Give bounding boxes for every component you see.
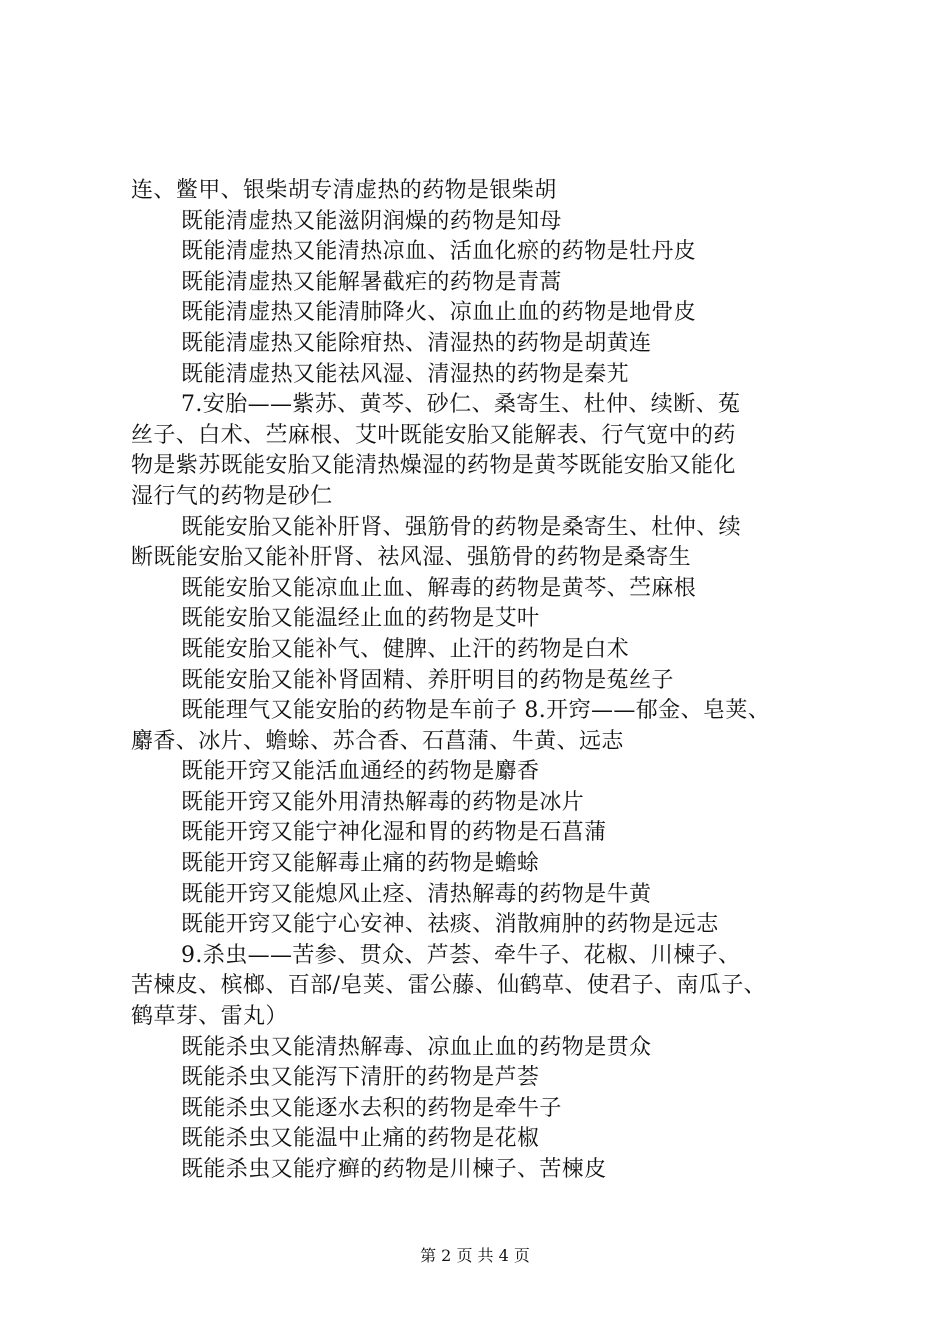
text-line: 既能杀虫又能清热解毒、凉血止血的药物是贯众 [181, 1034, 652, 1060]
text-line: 既能开窍又能解毒止痛的药物是蟾蜍 [181, 851, 540, 877]
text-line: 既能开窍又能宁心安神、祛痰、消散痈肿的药物是远志 [181, 912, 719, 938]
text-line: 既能开窍又能外用清热解毒的药物是冰片 [181, 789, 585, 815]
text-line: 既能安胎又能补肾固精、养肝明目的药物是菟丝子 [181, 667, 674, 693]
text-line: 既能杀虫又能疗癣的药物是川楝子、苦楝皮 [181, 1157, 607, 1182]
text-line: 7.安胎——紫苏、黄芩、砂仁、桑寄生、杜仲、续断、菟 [181, 392, 741, 418]
text-line: 断既能安胎又能补肝肾、祛风湿、强筋骨的药物是桑寄生 [131, 545, 692, 571]
text-line: 既能清虚热又能滋阴润燥的药物是知母 [181, 208, 562, 234]
text-line: 既能开窍又能活血通经的药物是麝香 [181, 759, 540, 785]
text-line: 既能安胎又能补肝肾、强筋骨的药物是桑寄生、杜仲、续 [181, 514, 742, 540]
text-line: 既能清虚热又能解暑截疟的药物是青蒿 [181, 269, 562, 295]
text-line: 9.杀虫——苦参、贯众、芦荟、牵牛子、花椒、川楝子、 [181, 942, 741, 968]
document-body [131, 176, 851, 1186]
text-line: 既能清虚热又能清热凉血、活血化瘀的药物是牡丹皮 [181, 239, 697, 265]
text-line: 丝子、白术、苎麻根、艾叶既能安胎又能解表、行气宽中的药 [131, 422, 736, 448]
text-line: 既能安胎又能凉血止血、解毒的药物是黄芩、苎麻根 [181, 575, 697, 601]
text-line: 既能杀虫又能温中止痛的药物是花椒 [181, 1126, 540, 1152]
text-line: 既能杀虫又能逐水去积的药物是牵牛子 [181, 1095, 562, 1121]
text-line: 鹤草芽、雷丸） [131, 1004, 288, 1030]
text-line: 既能开窍又能宁神化湿和胃的药物是石菖蒲 [181, 820, 607, 846]
text-line: 既能清虚热又能除疳热、清湿热的药物是胡黄连 [181, 330, 652, 356]
text-line: 既能清虚热又能清肺降火、凉血止血的药物是地骨皮 [181, 300, 697, 326]
text-line: 既能安胎又能温经止血的药物是艾叶 [181, 606, 540, 632]
text-line: 连、鳖甲、银柴胡专清虚热的药物是银柴胡 [131, 178, 557, 203]
text-line: 既能杀虫又能泻下清肝的药物是芦荟 [181, 1065, 540, 1091]
text-line: 物是紫苏既能安胎又能清热燥湿的药物是黄芩既能安胎又能化 [131, 453, 736, 479]
text-line: 既能安胎又能补气、健脾、止汗的药物是白术 [181, 636, 630, 662]
text-line: 既能开窍又能熄风止痉、清热解毒的药物是牛黄 [181, 881, 652, 907]
text-line: 苦楝皮、槟榔、百部/皂荚、雷公藤、仙鹤草、使君子、南瓜子、 [131, 973, 767, 999]
text-line: 既能理气又能安胎的药物是车前子 8.开窍——郁金、皂荚、 [181, 698, 771, 724]
page-footer: 第 2 页 共 4 页 [420, 1246, 530, 1265]
text-line: 麝香、冰片、蟾蜍、苏合香、石菖蒲、牛黄、远志 [131, 728, 624, 754]
text-line: 湿行气的药物是砂仁 [131, 483, 333, 509]
text-line: 既能清虚热又能祛风湿、清湿热的药物是秦艽 [181, 361, 630, 387]
